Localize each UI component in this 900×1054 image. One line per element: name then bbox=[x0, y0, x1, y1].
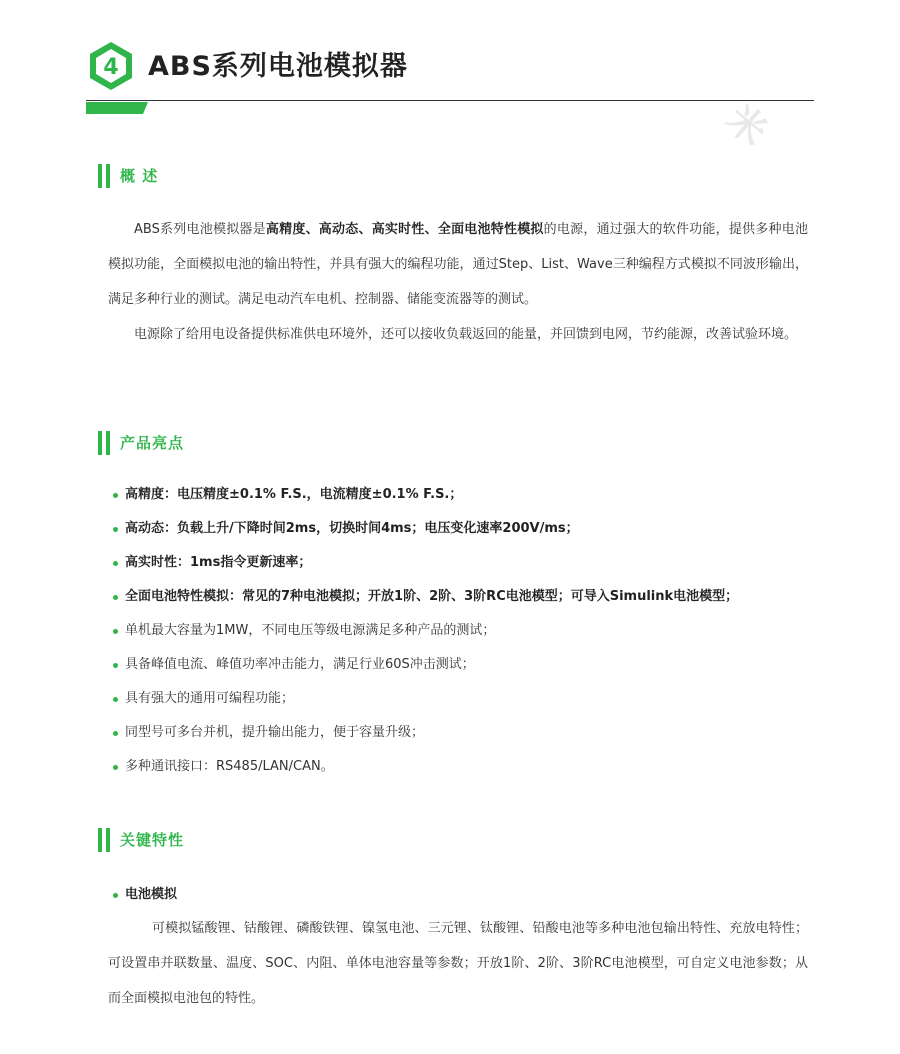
highlights-list bbox=[110, 478, 738, 784]
list-item: 高精度：电压精度±0.1% F.S.，电流精度±0.1% F.S.； bbox=[110, 478, 738, 512]
list-item: 高实时性：1ms指令更新速率； bbox=[110, 546, 738, 580]
list-item: 高动态：负载上升/下降时间2ms，切换时间4ms；电压变化速率200V/ms； bbox=[110, 512, 738, 546]
overview-paragraph-2: 电源除了给用电设备提供标准供电环境外，还可以接收负载返回的能量，并回馈到电网，节约能源，改善试验环境。 bbox=[134, 327, 798, 342]
header-divider bbox=[86, 100, 814, 101]
feature-battery-sim-desc: 可模拟锰酸锂、钴酸锂、磷酸铁锂、镍氢电池、三元锂、钛酸锂、铅酸电池等多种电池包输出特性、充放电特性；可设置串并联数量、温度、SOC、内阻、单体电池容量等参数；开放1阶、2阶、3阶RC电池模型，可自定义电池参数；从而全面模拟电池包的特性。 bbox=[108, 921, 808, 1006]
section-marker-icon bbox=[98, 431, 112, 455]
list-item: 多种通讯接口：RS485/LAN/CAN。 bbox=[110, 750, 738, 784]
section-marker-icon bbox=[98, 828, 112, 852]
overview-paragraph-1 bbox=[108, 212, 808, 317]
list-item: 全面电池特性模拟：常见的7种电池模拟；开放1阶、2阶、3阶RC电池模型；可导入Simulink电池模型； bbox=[110, 580, 738, 614]
logo-number: 4 bbox=[103, 55, 119, 80]
list-item: 具有强大的通用可编程功能； bbox=[110, 682, 738, 716]
section-highlights-title: 产品亮点 bbox=[120, 434, 185, 452]
section-features-title: 关键特性 bbox=[120, 831, 185, 849]
overview-p1-suffix: 的电源，通过强大的软件功能，提供多种电池模拟功能，全面模拟电池的输出特性，并具有强大的编程功能，通过Step、List、Wave三种编程方式模拟不同波形输出，满足多种行业的测试。满足电动汽车电机、控制器、储能变流器等的测试。 bbox=[108, 222, 808, 307]
section-overview-title: 概 述 bbox=[120, 167, 159, 185]
list-item: 单机最大容量为1MW，不同电压等级电源满足多种产品的测试； bbox=[110, 614, 738, 648]
page-title: ABS系列电池模拟器 bbox=[148, 51, 408, 82]
overview-p1-bold: 高精度、高动态、高实时性、全面电池特性模拟 bbox=[265, 222, 544, 237]
brand-logo-icon bbox=[86, 40, 136, 92]
header-accent-bar bbox=[86, 102, 148, 114]
list-item: 具备峰值电流、峰值功率冲击能力，满足行业60S冲击测试； bbox=[110, 648, 738, 682]
watermark: 米 bbox=[718, 96, 776, 155]
feature-battery-sim-title: 电池模拟 bbox=[110, 878, 177, 912]
section-marker-icon bbox=[98, 164, 112, 188]
overview-p1-prefix: ABS系列电池模拟器是 bbox=[134, 222, 266, 237]
list-item: 同型号可多台并机，提升输出能力，便于容量升级； bbox=[110, 716, 738, 750]
